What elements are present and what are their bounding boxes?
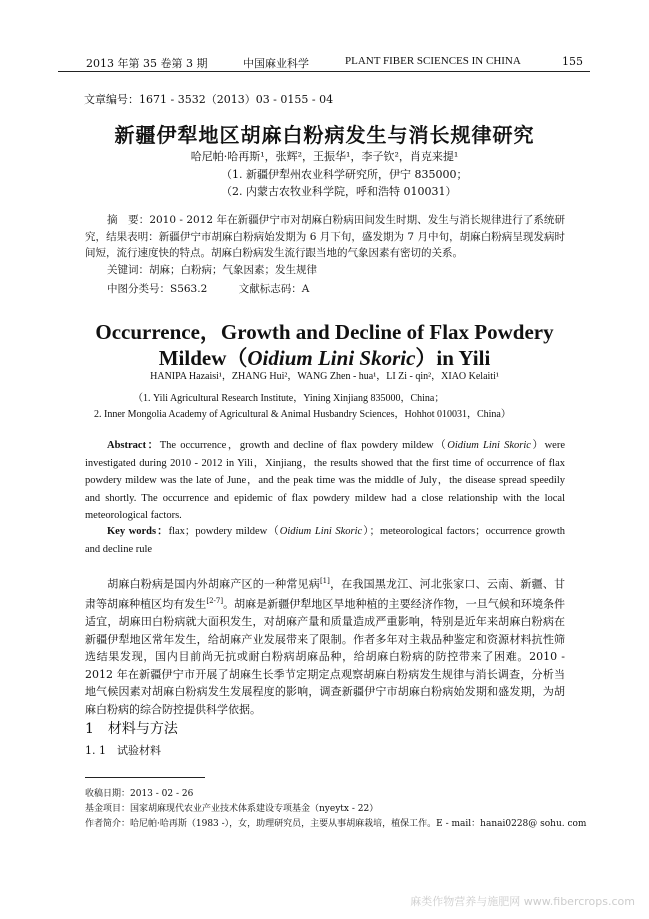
intro-text-a: 胡麻白粉病是国内外胡麻产区的一种常见病 xyxy=(107,577,320,591)
keywords-en xyxy=(85,523,565,558)
header-issue: 2013 年第 35 卷第 3 期 xyxy=(86,57,208,70)
footnote-author: 作者简介：哈尼帕·哈再斯（1983 -），女，助理研究员，主要从事胡麻栽培，植保工作。E - mail：hanai0228@ sohu. com xyxy=(85,819,587,829)
abstract-cn-text: 2010 - 2012 年在新疆伊宁市对胡麻白粉病田间发生时期、发生与消长规律进行了系统研究，结果表明：新疆伊宁市胡麻白粉病始发期为 6 月下旬，盛发期为 7 月中旬，胡麻白粉病呈现发病时间短，流行速度快的特点。胡麻白粉病发生流行跟当地的气象因素有密切的关系。 xyxy=(85,214,565,259)
intro-paragraph xyxy=(85,573,565,718)
affiliation-cn-2: （2. 内蒙古农牧业科学院，呼和浩特 010031） xyxy=(221,185,457,198)
footnote-rule xyxy=(85,777,205,778)
keywords-en-text-b: ）；meteorological factors；occurrence growth and decline rule xyxy=(85,526,566,555)
authors-cn: 哈尼帕·哈再斯¹，张辉²，王振华¹，李子钦²，肖克来提¹ xyxy=(190,150,459,163)
citation-2-7: [2-7] xyxy=(206,597,224,606)
keywords-cn-text: 胡麻；白粉病；气象因素；发生规律 xyxy=(149,264,317,276)
abstract-en-text-b: ）were investigated during 2010 - 2012 in Yili，Xinjiang，the results showed that the first time of occurrence of flax powdery mildew was the late of June，and the peak time was the middle of July，the disease spread speedily and shortly. The occurrence and epidemic of flax powdery mildew had a close relationship with the local meteorological factors. xyxy=(85,440,565,521)
affiliation-cn-1: （1. 新疆伊犁州农业科学研究所，伊宁 835000； xyxy=(221,168,468,181)
footnote-received: 收稿日期：2013 - 02 - 26 xyxy=(85,789,194,799)
abstract-en-label: Abstract： xyxy=(107,440,160,451)
section-heading-1: 1 材料与方法 xyxy=(85,721,178,737)
watermark: 麻类作物营养与施肥网 www.fibercrops.com xyxy=(410,895,635,908)
header-journal-cn: 中国麻业科学 xyxy=(243,57,309,70)
keywords-en-label: Key words： xyxy=(107,526,169,537)
affiliation-en-2: 2. Inner Mongolia Academy of Agricultural & Animal Husbandry Sciences，Hohhot 010031，China） xyxy=(94,409,511,420)
intro-text-c: 。胡麻是新疆伊犁地区旱地种植的主要经济作物，一旦气候和环境条件适宜，胡麻田白粉病就大面积发生，对胡麻产量和质量造成严重影响，特别是近年来胡麻白粉病在新疆伊犁地区常年发生，给胡麻产业发展带来了限制。作者多年对主栽品种鉴定和资源材料抗性筛选结果发现，国内目前尚无抗或耐白粉病胡麻品种，给胡麻白粉病的防控带来了困难。2010 - 2012 年在新疆伊宁市开展了胡麻生长季节定期定点观察胡麻白粉病发生规律与消长调查，分析当地气候因素对胡麻白粉病发生发展程度的影响，调查新疆伊宁市胡麻白粉病始发期和盛发期，为胡麻白粉病的综合防控提供科学依据。 xyxy=(85,597,566,716)
header-page-number: 155 xyxy=(562,55,583,68)
title-en-line2-post: ）in Yili xyxy=(415,346,491,370)
abstract-cn xyxy=(85,212,565,262)
clc-number: 中图分类号：S563.2 文献标志码：A xyxy=(107,283,310,295)
abstract-cn-label: 摘 要： xyxy=(107,214,150,226)
title-en-line2-pre: Mildew（ xyxy=(158,346,248,370)
article-number: 文章编号：1671 - 3532（2013）03 - 0155 - 04 xyxy=(84,93,334,106)
header-journal-en: PLANT FIBER SCIENCES IN CHINA xyxy=(345,55,521,67)
abstract-en xyxy=(85,437,565,525)
title-en-line2-italic: Oidium Lini Skoric xyxy=(247,346,416,370)
authors-en: HANIPA Hazaisi¹，ZHANG Hui²，WANG Zhen - hua¹，LI Zi - qin²，XIAO Kelaiti¹ xyxy=(150,371,499,382)
keywords-cn-label: 关键词： xyxy=(107,264,149,276)
title-en-line1: Occurrence，Growth and Decline of Flax Powdery xyxy=(95,320,554,344)
citation-1: [1] xyxy=(319,577,330,585)
abstract-en-text-a: The occurrence，growth and decline of flax powdery mildew（ xyxy=(159,440,448,451)
intro-text-b: ，在我国黑龙江、河北张家口、云南、新疆、甘肃等胡麻种植区均有发生 xyxy=(85,577,566,611)
keywords-en-text-a: flax；powdery mildew（ xyxy=(168,526,280,537)
keywords-cn xyxy=(107,262,317,277)
footnote-fund: 基金项目：国家胡麻现代农业产业技术体系建设专项基金（nyeytx - 22） xyxy=(85,804,379,814)
affiliation-en-1: （1. Yili Agricultural Research Institute，Yining Xinjiang 835000，China； xyxy=(133,393,445,404)
header-rule xyxy=(58,71,590,72)
keywords-en-italic: Oidium Lini Skoric xyxy=(279,526,363,537)
abstract-en-italic: Oidium Lini Skoric xyxy=(447,440,531,451)
section-heading-1-1: 1. 1 试验材料 xyxy=(85,744,161,757)
title-cn: 新疆伊犁地区胡麻白粉病发生与消长规律研究 xyxy=(114,123,535,147)
